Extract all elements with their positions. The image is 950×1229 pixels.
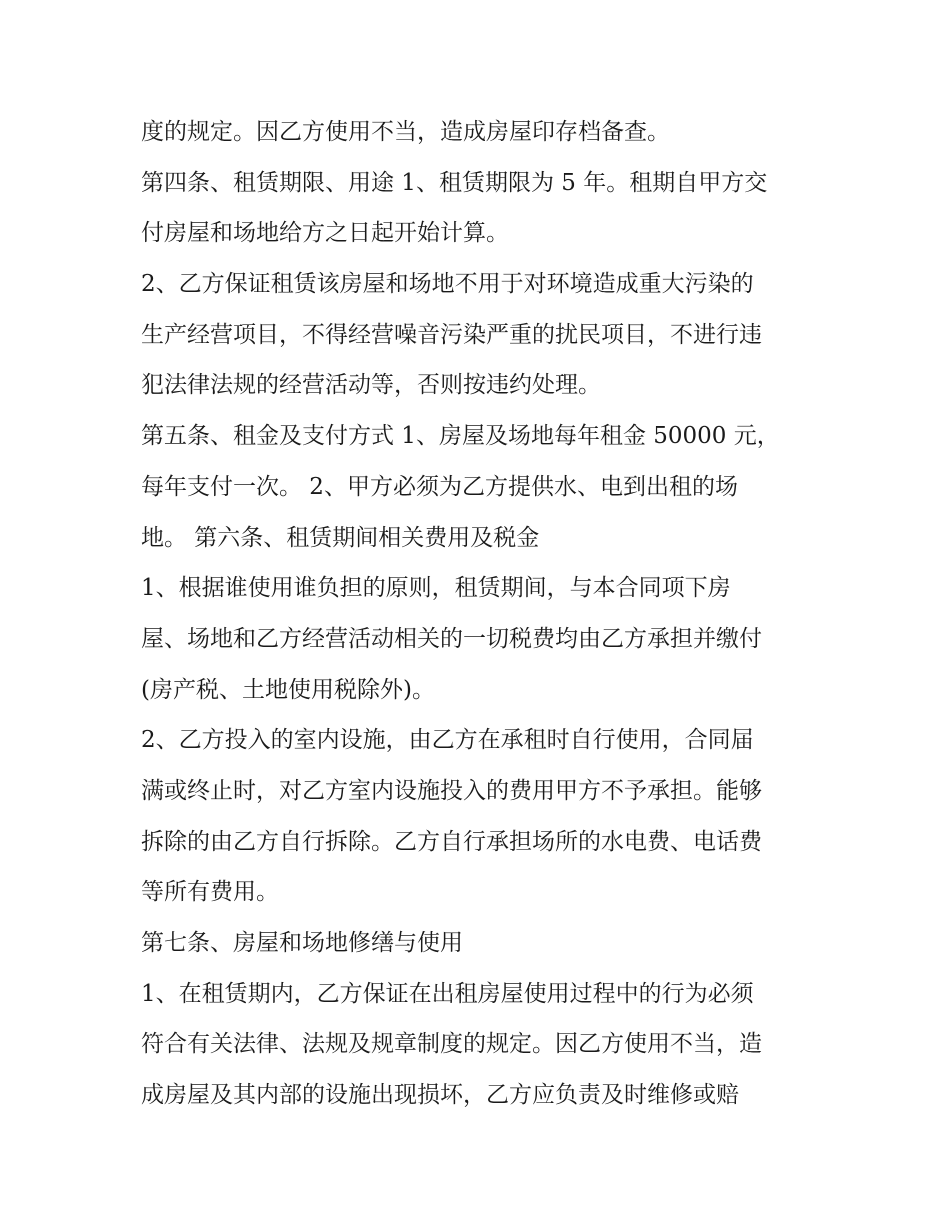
text-line: 第四条、租赁期限、用途 1、租赁期限为 5 年。租期自甲方交	[141, 169, 768, 196]
text-line: 1、在租赁期内，乙方保证在出租房屋使用过程中的行为必须	[141, 980, 754, 1007]
text-line: 1、根据谁使用谁负担的原则，租赁期间，与本合同项下房	[141, 575, 731, 602]
text-line: 每年支付一次。 2、甲方必须为乙方提供水、电到出租的场	[141, 473, 738, 500]
text-line: 第五条、租金及支付方式 1、房屋及场地每年租金 50000 元，	[141, 423, 780, 450]
text-line: 生产经营项目，不得经营噪音污染严重的扰民项目，不进行违	[141, 321, 762, 348]
text-line: 满或终止时，对乙方室内设施投入的费用甲方不予承担。能够	[141, 777, 762, 804]
text-line: 屋、场地和乙方经营活动相关的一切税费均由乙方承担并缴付	[141, 625, 762, 652]
text-line: (房产税、土地使用税除外)。	[141, 676, 435, 703]
text-line: 2、乙方保证租赁该房屋和场地不用于对环境造成重大污染的	[141, 271, 754, 298]
text-line: 拆除的由乙方自行拆除。乙方自行承担场所的水电费、电话费	[141, 828, 762, 855]
text-line: 度的规定。因乙方使用不当，造成房屋印存档备查。	[141, 119, 670, 145]
text-line: 付房屋和场地给方之日起开始计算。	[141, 220, 509, 247]
text-line: 成房屋及其内部的设施出现损坏，乙方应负责及时维修或赔	[141, 1082, 739, 1109]
contract-text	[141, 107, 831, 1121]
text-line: 犯法律法规的经营活动等，否则按违约处理。	[141, 372, 601, 399]
text-line: 第七条、房屋和场地修缮与使用	[141, 930, 463, 956]
text-line: 地。 第六条、租赁期间相关费用及税金	[141, 524, 540, 551]
text-line: 符合有关法律、法规及规章制度的规定。因乙方使用不当，造	[141, 1031, 762, 1058]
text-line: 等所有费用。	[141, 879, 279, 906]
text-line: 2、乙方投入的室内设施，由乙方在承租时自行使用，合同届	[141, 727, 754, 754]
